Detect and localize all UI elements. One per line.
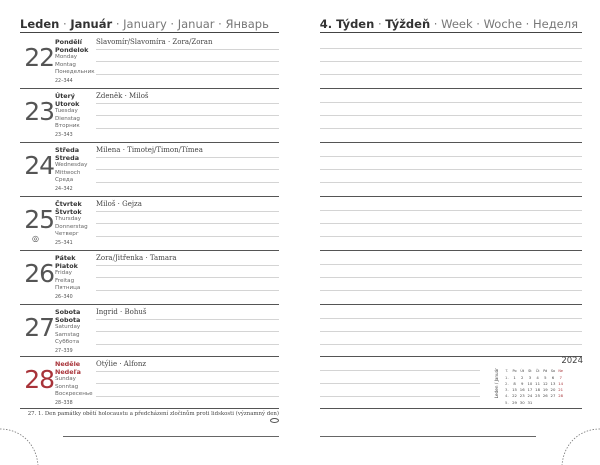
mini-calendar-day <box>549 399 557 405</box>
month-sep: · <box>59 17 71 31</box>
writing-line[interactable] <box>320 370 480 371</box>
writing-line[interactable] <box>96 396 279 397</box>
day-name-sk: Nedeľa <box>55 367 81 376</box>
day-names <box>55 361 93 408</box>
writing-line[interactable] <box>96 49 279 50</box>
nameday-text: Zdeněk · Miloš <box>96 92 149 100</box>
day-name-cz: Pátek <box>55 254 76 262</box>
mini-calendar-day: 7 <box>559 374 562 380</box>
day-separator <box>320 304 582 305</box>
mini-calendar-day: 22 <box>512 393 517 399</box>
writing-line[interactable] <box>96 277 279 278</box>
mini-calendar-day: 29 <box>512 399 517 405</box>
day-name-en: Tuesday <box>55 108 78 115</box>
writing-line[interactable] <box>96 157 279 158</box>
writing-line[interactable] <box>320 48 582 49</box>
mini-calendar <box>490 356 583 408</box>
day-name-sk: Sobota <box>55 315 81 324</box>
bottom-rule-left <box>20 408 279 409</box>
month-header <box>20 17 269 31</box>
mini-calendar-day: 9 <box>521 380 524 386</box>
day-block-saturday <box>20 304 279 358</box>
day-name-ru: Пятница <box>55 285 81 292</box>
day-block-sunday <box>20 356 279 410</box>
footnote-text: 27. 1. Den památky obětí holocaustu a předcházení zločinům proti lidskosti (významný den) <box>27 411 279 417</box>
mini-calendar-day: 21 <box>558 387 564 393</box>
header-rule-right <box>320 32 582 33</box>
week-number: 4. <box>505 393 509 399</box>
day-block-tuesday <box>20 88 279 142</box>
mini-calendar-day: 28 <box>558 393 564 399</box>
week-number: 5. <box>505 399 509 405</box>
day-name-cz: Pondělí <box>55 38 82 46</box>
day-name-ru: Вторник <box>55 123 80 130</box>
mini-calendar-header: Ne <box>558 369 563 374</box>
day-number: 28 <box>24 365 54 394</box>
writing-line[interactable] <box>96 211 279 212</box>
mini-calendar-day: 14 <box>558 380 564 386</box>
mini-calendar-month: Leden / Január <box>494 368 499 399</box>
writing-line[interactable] <box>96 290 279 291</box>
day-name-cz: Středa <box>55 146 80 154</box>
week-number: 2. <box>505 380 509 386</box>
writing-line[interactable] <box>320 223 582 224</box>
day-names <box>55 309 80 356</box>
day-number: 27 <box>24 313 54 342</box>
day-name-ru: Воскресенье <box>55 391 93 398</box>
writing-line[interactable] <box>96 344 279 345</box>
day-separator <box>320 88 582 89</box>
day-number: 22 <box>24 43 54 72</box>
writing-line[interactable] <box>320 290 582 291</box>
page-corner-dotted-right <box>560 415 600 465</box>
nameday-text: Slavomír/Slavomíra · Zora/Zoran <box>96 38 213 46</box>
mini-calendar-day: 23 <box>519 393 525 399</box>
day-name-de: Freitag <box>55 277 75 284</box>
writing-line[interactable] <box>96 103 279 104</box>
day-name-en: Friday <box>55 270 72 277</box>
writing-line[interactable] <box>96 265 279 266</box>
day-name-de: Donnerstag <box>55 223 88 230</box>
footnote <box>20 411 279 425</box>
writing-line[interactable] <box>320 318 582 319</box>
mini-calendar-day: 30 <box>519 399 525 405</box>
day-of-year: 22–344 <box>55 78 73 84</box>
mini-calendar-day: 27 <box>550 393 556 399</box>
writing-line[interactable] <box>96 331 279 332</box>
writing-line[interactable] <box>320 344 582 345</box>
mini-calendar-day: 10 <box>527 380 533 386</box>
moon-phase-icon: ◎ <box>32 234 39 243</box>
page-bottom-line-right <box>320 436 536 437</box>
header-rule-left <box>20 32 279 33</box>
writing-line[interactable] <box>320 236 582 237</box>
mini-calendar-day: 31 <box>527 399 533 405</box>
mini-calendar-day: 15 <box>512 387 517 393</box>
mini-calendar-day: 18 <box>535 387 541 393</box>
mini-calendar-week-row <box>503 399 565 405</box>
day-separator <box>20 304 279 305</box>
nameday-text: Miloš · Gejza <box>96 200 142 208</box>
mini-calendar-day: 1 <box>513 374 516 380</box>
writing-line[interactable] <box>320 182 582 183</box>
mini-calendar-day: 16 <box>519 387 525 393</box>
mini-calendar-header: St <box>528 369 532 374</box>
mini-calendar-header: Út <box>520 369 525 374</box>
day-name-cz: Úterý <box>55 92 75 100</box>
day-name-ru: Среда <box>55 177 74 184</box>
day-separator <box>320 196 582 197</box>
writing-line[interactable] <box>96 74 279 75</box>
mini-calendar-year: 2024 <box>561 356 583 366</box>
mini-calendar-day: 26 <box>542 393 548 399</box>
writing-line[interactable] <box>320 331 582 332</box>
day-name-en: Thursday <box>55 216 82 223</box>
mini-calendar-day: 24 <box>527 393 533 399</box>
mini-calendar-header: Po <box>512 369 517 374</box>
mini-calendar-day: 3 <box>528 374 532 380</box>
day-name-de: Sonntag <box>55 383 79 390</box>
writing-line[interactable] <box>320 115 582 116</box>
mini-calendar-day: 19 <box>542 387 548 393</box>
day-name-cz: Neděle <box>55 360 81 368</box>
writing-line[interactable] <box>320 61 582 62</box>
mini-calendar-header: So <box>550 369 556 374</box>
mini-calendar-day: 12 <box>542 380 548 386</box>
nameday-text: Milena · Timotej/Timon/Tímea <box>96 146 203 154</box>
mini-calendar-header: Pá <box>543 369 548 374</box>
week-cz: 4. Týden <box>319 17 375 31</box>
day-name-de: Samstag <box>55 331 80 338</box>
day-block-monday <box>20 34 279 88</box>
writing-line[interactable] <box>320 277 582 278</box>
week-sk: Týždeň <box>385 17 431 31</box>
mini-calendar-day: 25 <box>535 393 541 399</box>
day-names <box>55 39 95 86</box>
writing-line[interactable] <box>320 128 582 129</box>
day-name-en: Wednesday <box>55 162 88 169</box>
mini-calendar-grid <box>503 368 565 405</box>
mini-calendar-day: 5 <box>544 374 547 380</box>
mini-calendar-day: 2 <box>521 374 524 380</box>
writing-line[interactable] <box>96 371 279 372</box>
mini-calendar-day: 8 <box>513 380 516 386</box>
day-separator <box>320 142 582 143</box>
writing-line[interactable] <box>96 61 279 62</box>
day-name-sk: Piatok <box>55 261 78 270</box>
writing-line[interactable] <box>320 396 480 397</box>
day-names <box>55 255 80 302</box>
significant-day-icon <box>270 418 279 423</box>
day-name-en: Monday <box>55 54 78 61</box>
day-block-thursday <box>20 196 279 250</box>
day-of-year: 26–340 <box>55 294 73 300</box>
day-name-de: Dienstag <box>55 115 80 122</box>
day-names <box>55 93 80 140</box>
mini-calendar-day: 17 <box>527 387 533 393</box>
page-corner-dotted-left <box>0 415 40 465</box>
day-name-sk: Utorok <box>55 99 80 108</box>
writing-line[interactable] <box>96 169 279 170</box>
day-name-de: Montag <box>55 61 76 68</box>
day-of-year: 27–339 <box>55 348 73 354</box>
week-sep: · <box>374 17 386 31</box>
writing-line[interactable] <box>320 210 582 211</box>
day-separator <box>320 250 582 251</box>
writing-line[interactable] <box>320 74 582 75</box>
day-number: 26 <box>24 259 54 288</box>
day-name-cz: Čtvrtek <box>55 200 82 208</box>
mini-calendar-day <box>541 399 549 405</box>
day-names <box>55 201 88 248</box>
day-number: 23 <box>24 97 54 126</box>
day-name-ru: Четверг <box>55 231 79 238</box>
day-name-ru: Суббота <box>55 339 80 346</box>
day-of-year: 28–338 <box>55 400 73 406</box>
month-sk: Január <box>70 17 113 31</box>
week-translations: · Week · Woche · Неделя <box>430 17 578 31</box>
day-separator <box>20 356 279 357</box>
day-of-year: 24–342 <box>55 186 73 192</box>
writing-line[interactable] <box>96 128 279 129</box>
writing-line[interactable] <box>320 156 582 157</box>
day-block-friday <box>20 250 279 304</box>
day-of-year: 23–343 <box>55 132 73 138</box>
bottom-rule-right <box>320 408 582 409</box>
writing-line[interactable] <box>96 115 279 116</box>
nameday-text: Otýlie · Alfonz <box>96 360 147 368</box>
mini-calendar-day: 6 <box>551 374 555 380</box>
writing-line[interactable] <box>96 383 279 384</box>
writing-line[interactable] <box>96 236 279 237</box>
mini-calendar-header: T. <box>505 369 509 374</box>
writing-line[interactable] <box>320 264 582 265</box>
day-separator <box>20 142 279 143</box>
mini-calendar-header: Čt <box>535 369 540 374</box>
nameday-text: Ingrid · Bohuš <box>96 308 147 316</box>
writing-line[interactable] <box>320 102 582 103</box>
mini-calendar-day: 13 <box>550 380 556 386</box>
day-name-en: Saturday <box>55 324 81 331</box>
day-name-sk: Štvrtok <box>55 207 82 216</box>
writing-line[interactable] <box>96 223 279 224</box>
week-header <box>320 17 578 31</box>
mini-calendar-day <box>557 399 565 405</box>
mini-calendar-day: 20 <box>550 387 556 393</box>
day-name-ru: Понедельник <box>55 69 95 76</box>
month-cz: Leden <box>20 17 60 31</box>
page-bottom-line-left <box>63 436 279 437</box>
day-name-cz: Sobota <box>55 308 81 316</box>
mini-calendar-day <box>534 399 542 405</box>
day-separator <box>20 88 279 89</box>
mini-calendar-day: 4 <box>536 374 539 380</box>
writing-line[interactable] <box>320 383 480 384</box>
day-name-sk: Pondelok <box>55 45 89 54</box>
day-names <box>55 147 87 194</box>
day-separator <box>20 196 279 197</box>
day-number: 25 <box>24 205 54 234</box>
writing-line[interactable] <box>96 319 279 320</box>
day-of-year: 25–341 <box>55 240 73 246</box>
mini-calendar-day: 11 <box>535 380 541 386</box>
week-number: 1. <box>505 374 509 380</box>
day-number: 24 <box>24 151 54 180</box>
day-separator <box>20 250 279 251</box>
day-name-de: Mittwoch <box>55 169 81 176</box>
writing-line[interactable] <box>320 169 582 170</box>
day-name-sk: Streda <box>55 153 80 162</box>
month-translations: · January · Januar · Январь <box>112 17 269 31</box>
writing-line[interactable] <box>96 182 279 183</box>
day-name-en: Sunday <box>55 376 76 383</box>
day-block-wednesday <box>20 142 279 196</box>
nameday-text: Zora/Jitřenka · Tamara <box>96 254 177 262</box>
week-number: 3. <box>505 387 509 393</box>
